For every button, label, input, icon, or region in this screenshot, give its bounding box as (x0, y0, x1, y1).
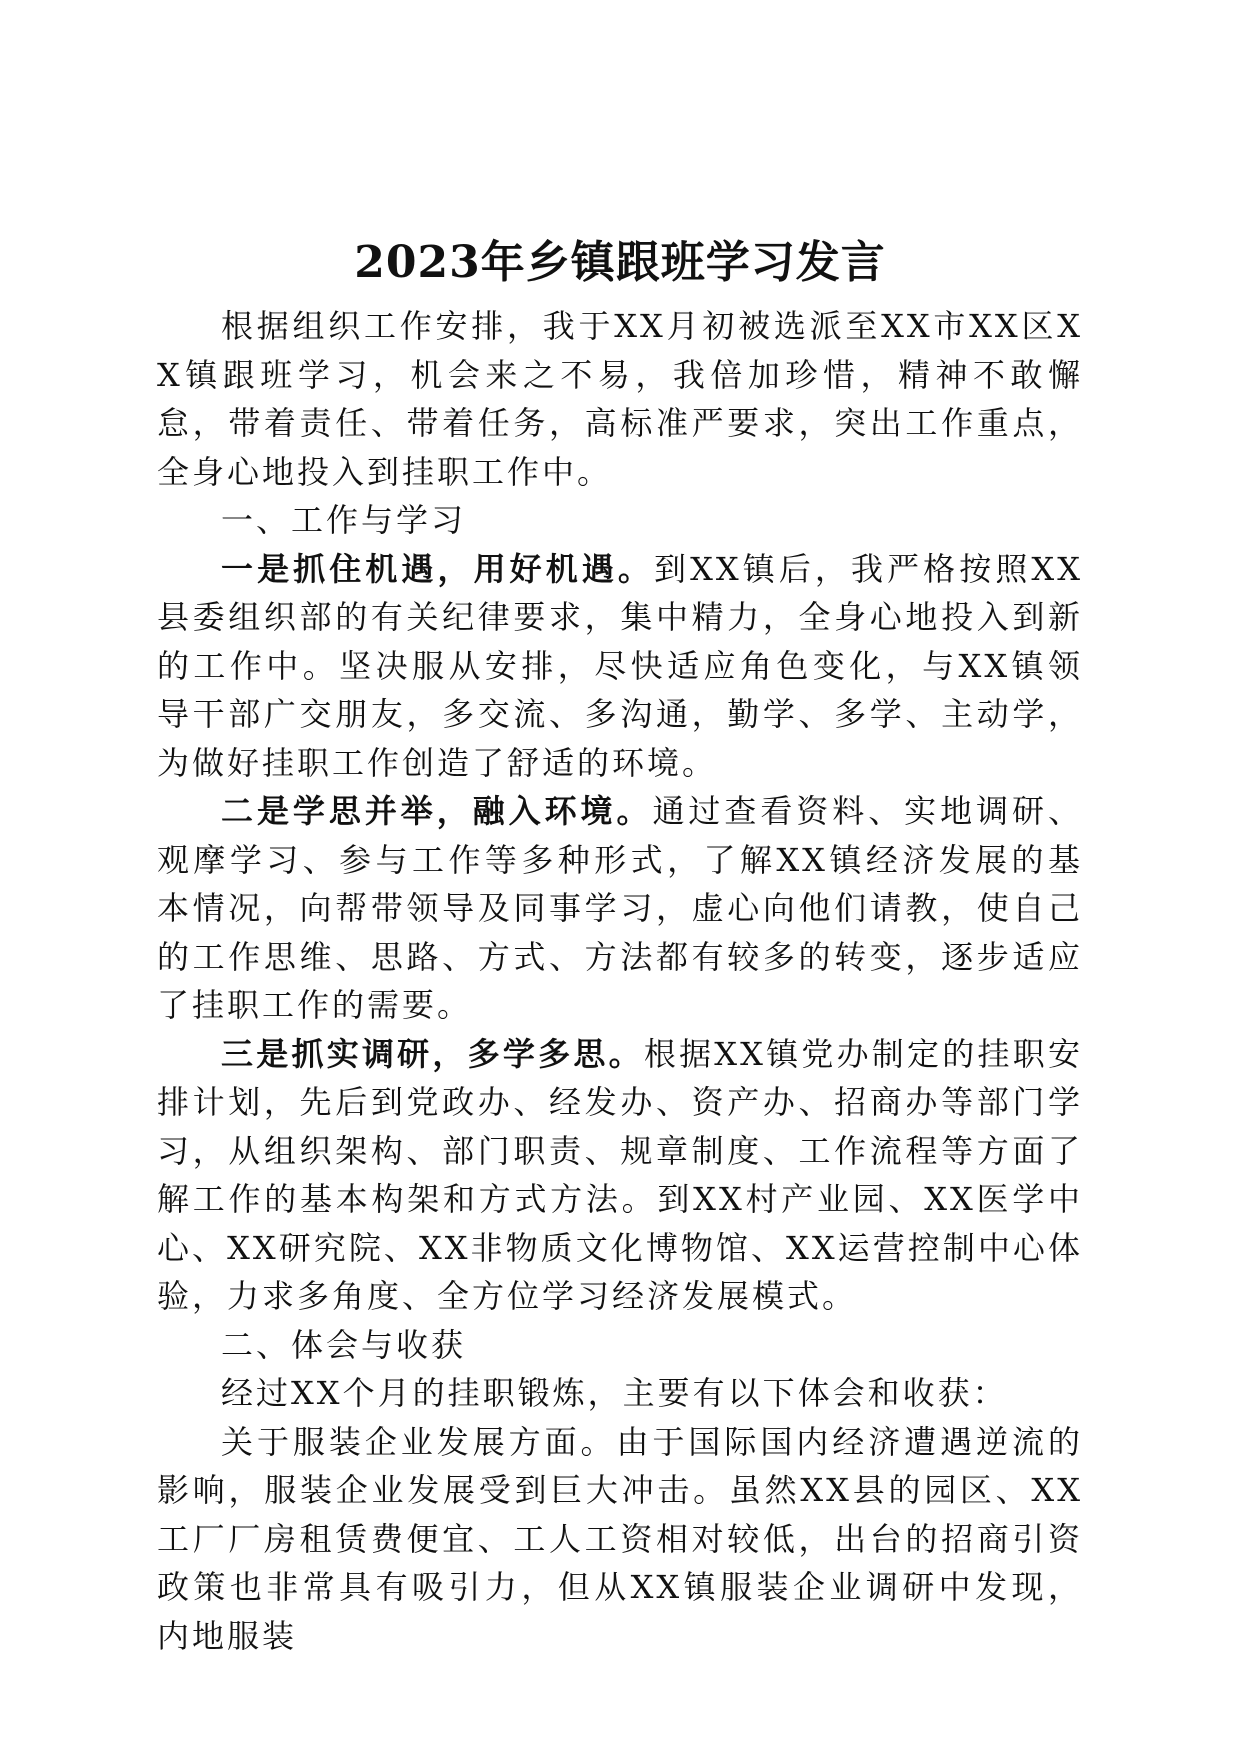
section-heading-2: 二、体会与收获 (221, 1325, 467, 1364)
page-title: 2023年乡镇跟班学习发言 (354, 237, 886, 288)
section2-paragraph-1: 经过XX个月的挂职锻炼，主要有以下体会和收获： (221, 1374, 1008, 1412)
paragraph-lead-3: 三是抓实调研，多学多思。 (221, 1034, 644, 1073)
paragraph-lead-1: 一是抓住机遇，用好机遇。 (221, 549, 655, 588)
section-heading-1: 一、工作与学习 (221, 501, 467, 539)
paragraph-text-1: 到XX镇后，我严格按照XX县委组织部的有关纪律要求，集中精力，全身心地投入到新的工作中。坚决服从安排，尽快适应角色变化，与XX镇领导干部广交朋友，多交流、多沟通，勤学、多学、主动学，为做好挂职工作创造了舒适的环境。 (157, 549, 1083, 782)
paragraph-text-3: 根据XX镇党办制定的挂职安排计划，先后到党政办、经发办、资产办、招商办等部门学习，从组织架构、部门职责、规章制度、工作流程等方面了解工作的基本构架和方式方法。到XX村产业园、XX医学中心、XX研究院、XX非物质文化博物馆、XX运营控制中心体验，力求多角度、全方位学习经济发展模式。 (157, 1034, 1083, 1315)
intro-paragraph: 根据组织工作安排，我于XX月初被选派至XX市XX区XX镇跟班学习，机会来之不易，我倍加珍惜，精神不敢懈怠，带着责任、带着任务，高标准严要求，突出工作重点，全身心地投入到挂职工作中。 (157, 307, 1083, 491)
paragraph-item-3 (157, 1030, 1083, 1321)
section2-paragraph-2: 关于服装企业发展方面。由于国际国内经济遭遇逆流的影响，服装企业发展受到巨大冲击。虽然XX县的园区、XX工厂厂房租赁费便宜、工人工资相对较低，出台的招商引资政策也非常具有吸引力，但从XX镇服装企业调研中发现，内地服装 (157, 1422, 1083, 1655)
paragraph-item-2 (157, 787, 1083, 1030)
document-page (157, 228, 1083, 1660)
paragraph-item-1 (157, 545, 1083, 788)
paragraph-text-2: 通过查看资料、实地调研、观摩学习、参与工作等多种形式，了解XX镇经济发展的基本情况，向帮带领导及同事学习，虚心向他们请教，使自己的工作思维、思路、方式、方法都有较多的转变，逐步适应了挂职工作的需要。 (157, 792, 1083, 1024)
paragraph-lead-2: 二是学思并举，融入环境。 (221, 792, 653, 830)
